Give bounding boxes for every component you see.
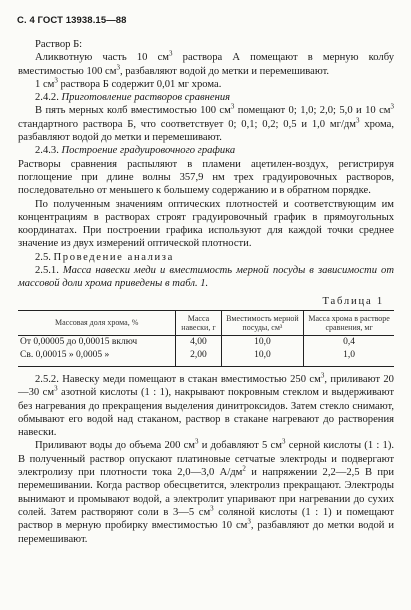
table-header-cell: Вместимость мерной посуды, см³ <box>221 310 304 335</box>
table-cell: Св. 0,00015 » 0,0005 » <box>18 349 176 367</box>
solution-b-concentration: 1 $см^3$ раствора Б содержит 0,01 мг хрома. <box>35 76 222 90</box>
section-2-4-3-paragraph-2: По полученным значениям оптических плотностей и соответствующим им концентрациям в растворах строят градуировочный график в прямоугольных координатах. При построении графика используют для каждой точки среднее значение из двух измерений оптической плотности. <box>18 198 394 250</box>
table-caption: Таблица 1 <box>322 295 384 307</box>
section-2-5-1-paragraph: 2.5.1. Масса навески меди и вместимость мерной посуды в зависимости от массовой доли хрома приведены в табл. 1. <box>18 265 394 290</box>
data-table <box>18 310 394 367</box>
document-body <box>18 38 394 546</box>
table-cell: 1,0 <box>304 349 394 367</box>
section-2-4-2-paragraph: В пять мерных колб вместимостью 100 $см^3$ помещают 0; 1,0; 2,0; 5,0 и 10 $см^3$ стандартного раствора Б, что соответствует 0; 0,1; 0,2; 0,5 и 1,0 $мг/дм^3$ хрома, разбавляют водой до метки и перемешивают. <box>18 102 394 144</box>
section-2-5-2-paragraph-2: Приливают воды до объема 200 $см^3$ и добавляют 5 $см^3$ серной кислоты (1 : 1). В полученный раствор опускают платиновые сетчатые электроды и подвергают электролизу при плотности тока 2,0—3,0 $А/дм^2$ и напряжении 2,2—2,5 В при перемешивании. Когда раствор обесцветится, электролиз прекращают. Электроды вынимают и промывают водой, а электролит упаривают при нагревании до сухих солей. Затем растворяют соли в 3—5 $см^3$ соляной кислоты (1 : 1) и помещают раствор в мерную пробирку вместимостью 10 $см^3$, разбавляют до метки водой и перемешивают. <box>18 437 395 545</box>
table-cell: 0,4 <box>304 335 394 349</box>
solution-b-title: Раствор Б: <box>35 39 83 50</box>
solution-b-paragraph: Аликвотную часть 10 $см^3$ раствора А помещают в мерную колбу вместимостью 100 $см^3$, разбавляют водой до метки и перемешивают. <box>18 49 394 77</box>
table-header-cell: Масса хрома в растворе сравнения, мг <box>304 310 394 335</box>
table-row <box>18 349 394 367</box>
table-row <box>18 335 394 349</box>
page-header: С. 4 ГОСТ 13938.15—88 <box>17 15 127 26</box>
table-cell: 10,0 <box>221 335 304 349</box>
section-2-4-3-heading: 2.4.3. Построение градуировочного графика <box>35 145 236 157</box>
table-header-cell: Массовая доля хрома, % <box>18 310 176 335</box>
table-cell: 4,00 <box>176 335 221 349</box>
table-cell: От 0,00005 до 0,00015 включ <box>20 336 138 347</box>
table-cell: 10,0 <box>221 349 304 367</box>
section-2-5-2-paragraph: 2.5.2. Навеску меди помещают в стакан вместимостью 250 $см^3$, приливают 20—30 $см^3$ азотной кислоты (1 : 1), накрывают покровным стеклом и выдерживают без нагревания до прекращения выделения динитроксидов. Затем стекло снимают, обмывают его водой над стаканом, раствор в стакане нагревают до растворения навески. <box>18 371 394 439</box>
section-2-5-heading: 2.5. Проведение анализа <box>35 251 174 263</box>
table-cell: 2,00 <box>176 349 221 367</box>
table-header-row <box>18 310 394 335</box>
section-2-4-2-heading: 2.4.2. Приготовление растворов сравнения <box>35 92 231 104</box>
section-2-4-3-paragraph: Растворы сравнения распыляют в пламени ацетилен-воздух, регистрируя поглощение при длине волны 357,9 нм трех градуировочных растворов, последовательно от меньшего к большему содержанию и в обратном порядке. <box>18 158 394 197</box>
table-header-cell: Масса навески, г <box>176 310 221 335</box>
